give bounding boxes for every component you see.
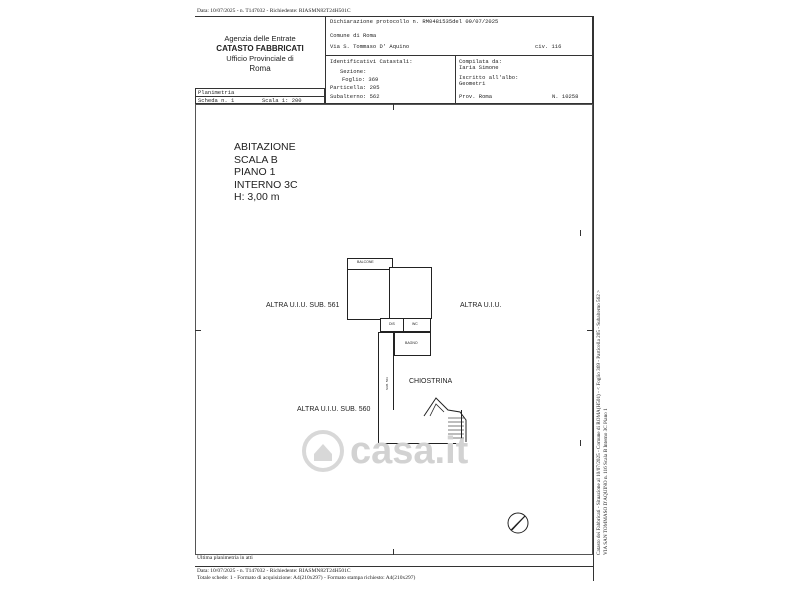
particella-text: Particella: 205 — [330, 84, 380, 91]
watermark-icon — [300, 428, 346, 474]
scala-label: Scala 1: 200 — [262, 97, 302, 104]
footer-line — [195, 566, 593, 567]
header-h1 — [325, 55, 593, 56]
compilata-title: Compilata da: — [459, 58, 502, 65]
sezione-text: Sezione: — [340, 68, 367, 75]
n-text: N. 10258 — [552, 93, 579, 100]
header-agency-block — [195, 16, 325, 88]
plan-title-line-3: PIANO 1 — [234, 166, 276, 178]
geometri-text: Geometri — [459, 80, 486, 87]
dichiarazione-text: Dichiarazione protocollo n. RM0481535del 09/07/2025 — [330, 18, 499, 25]
office-city: Roma — [249, 64, 271, 73]
balcone-label: BALCONE — [357, 260, 374, 264]
plan-title-line-4: INTERNO 3C — [234, 178, 298, 191]
sub-label: SUB. 563 — [385, 377, 389, 390]
floor-plan — [300, 250, 500, 450]
wc-label: WC — [412, 322, 418, 326]
altra-561-label: ALTRA U.I.U. SUB. 561 — [266, 302, 340, 309]
agency-name: Agenzia delle Entrate — [224, 34, 296, 43]
frame-mark-bottom — [393, 549, 394, 555]
prov-text: Prov. Roma — [459, 93, 493, 100]
frame-mark-right — [587, 330, 593, 331]
altra-uiu-label: ALTRA U.I.U. — [460, 302, 502, 309]
comune-text: Comune di Roma — [330, 32, 377, 39]
chiostrina-label: CHIOSTRINA — [409, 378, 453, 385]
compilata-name: Iaria Simone — [459, 64, 499, 71]
plan-title-block — [234, 141, 298, 204]
identificativi-title: Identificativi Catastali: — [330, 58, 413, 65]
side-text-line-2: VIA SAN TOMMASO D'AQUINO n. 116 Scala B Interno 3C Piano 1 — [603, 408, 609, 555]
foglio-text: Foglio: 369 — [342, 76, 379, 83]
frame-mark-left — [195, 330, 201, 331]
footer-data-line: Data: 10/07/2025 - n. T147032 - Richiedente: RIASMN82T24H501C — [197, 568, 351, 574]
plan-title-line-2: SCALA B — [234, 153, 278, 166]
via-text: Via S. Tommaso D' Aquino — [330, 43, 410, 50]
north-arrow-icon — [505, 510, 531, 536]
catasto-title: CATASTO FABBRICATI — [216, 44, 304, 53]
bedroom — [389, 267, 432, 319]
watermark-text: casa.it — [350, 430, 469, 472]
plan-title-line-5: H: 3,00 m — [234, 191, 280, 203]
scheda-label: Scheda n. 1 — [198, 97, 235, 104]
frame-mark-right-a — [580, 230, 581, 236]
frame-mark-top — [393, 104, 394, 110]
civ-text: civ. 116 — [535, 43, 562, 50]
frame-mark-right-b — [580, 440, 581, 446]
side-text-line-1: Catasto dei Fabbricati - Situazione al 10/07/2025 - Comune di ROMA(H501) - < Foglio 369 - Particella 205 - Subalterno 562 > — [596, 289, 602, 555]
living-room — [347, 269, 391, 320]
footer-totale-line: Totale schede: 1 - Formato di acquisizione: A4(210x297) - Formato stampa richiesto: A4(210x297) — [197, 575, 416, 581]
ultima-planimetria: Ultima planimetria in atti — [197, 555, 253, 561]
bagno-label: BAGNO — [405, 341, 418, 345]
frame-right-line — [593, 16, 594, 581]
office-name: Ufficio Provinciale di — [226, 54, 294, 63]
top-request-line: Data: 10/07/2025 - n. T147032 - Richiedente: RIASMN82T24H501C — [197, 8, 351, 14]
planimetria-label: Planimetria — [198, 89, 235, 96]
dis-label: DIS — [389, 322, 395, 326]
subalterno-text: Subalterno: 562 — [330, 93, 380, 100]
altra-560-label: ALTRA U.I.U. SUB. 560 — [297, 406, 371, 413]
iscritto-text: Iscritto all'albo: — [459, 74, 519, 81]
plan-title-line-1: ABITAZIONE — [234, 141, 296, 153]
header-h2 — [455, 55, 456, 104]
